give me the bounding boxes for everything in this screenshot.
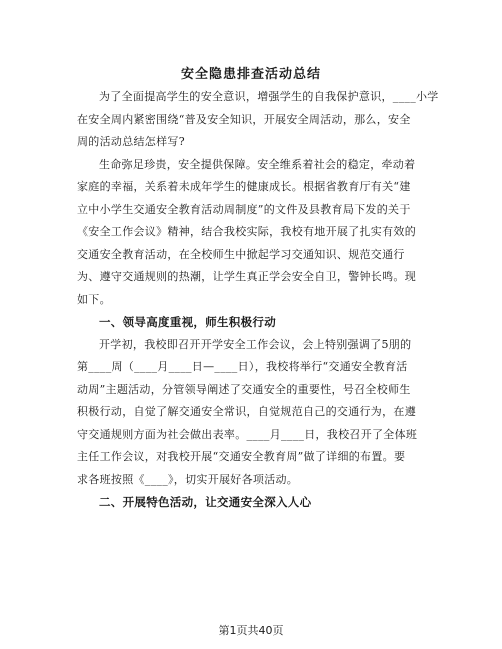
document-title: 安全隐患排查活动总结 [180,67,321,82]
paragraph-line: 第____周（____月____日—____日），我校将举行“交通安全教育活 [77,360,408,373]
paragraph-line: 如下。 [77,292,111,306]
paragraph-line: 生命弥足珍贵，安全提供保障。安全维系着社会的稳定，牵动着 [99,157,416,171]
section-heading: 二、开展特色活动，让交通安全深入人心 [99,495,312,509]
paragraph-line: 为、遵守交通规则的热潮，让学生真正学会安全自卫，警钟长鸣。现 [77,270,416,283]
paragraph-line: 立中小学生交通安全教育活动周制度”的文件及县教育局下发的关于 [77,202,411,216]
paragraph-line: 为了全面提高学生的安全意识，增强学生的自我保护意识，____小学 [99,90,439,103]
section-heading: 一、领导高度重视，师生积极行动 [99,315,276,329]
paragraph-line: 周的活动总结怎样写? [77,135,185,148]
paragraph-line: 守交通规则方面为社会做出表率。____月____日，我校召开了全体班 [77,427,418,441]
paragraph-line: 主任工作会议，对我校开展“交通安全教育周”做了详细的布置。要 [77,450,406,463]
paragraph-line: 在安全周内紧密围绕“普及安全知识，开展安全周活动，那么，安全 [77,112,411,126]
paragraph-line: 积极行动，自觉了解交通安全常识，自觉规范自己的交通行为，在遵 [77,405,416,418]
paragraph-line: 家庭的幸福，关系着未成年学生的健康成长。根据省教育厅有关“建 [77,180,411,193]
paragraph-line: 求各班按照《____》，切实开展好各项活动。 [77,472,299,486]
paragraph-line: 交通安全教育活动，在全校师生中掀起学习交通知识、规范交通行 [77,247,405,261]
page-number: 第1页共40页 [218,624,284,637]
paragraph-line: 动周”主题活动，分管领导阐述了交通安全的重要性，号召全校师生 [77,382,411,396]
paragraph-line: 开学初，我校即召开开学安全工作会议，会上特别强调了5朋的 [99,337,412,351]
document-body [77,86,439,514]
paragraph-line: 《安全工作会议》精神，结合我校实际，我校有地开展了扎实有效的 [77,225,416,238]
